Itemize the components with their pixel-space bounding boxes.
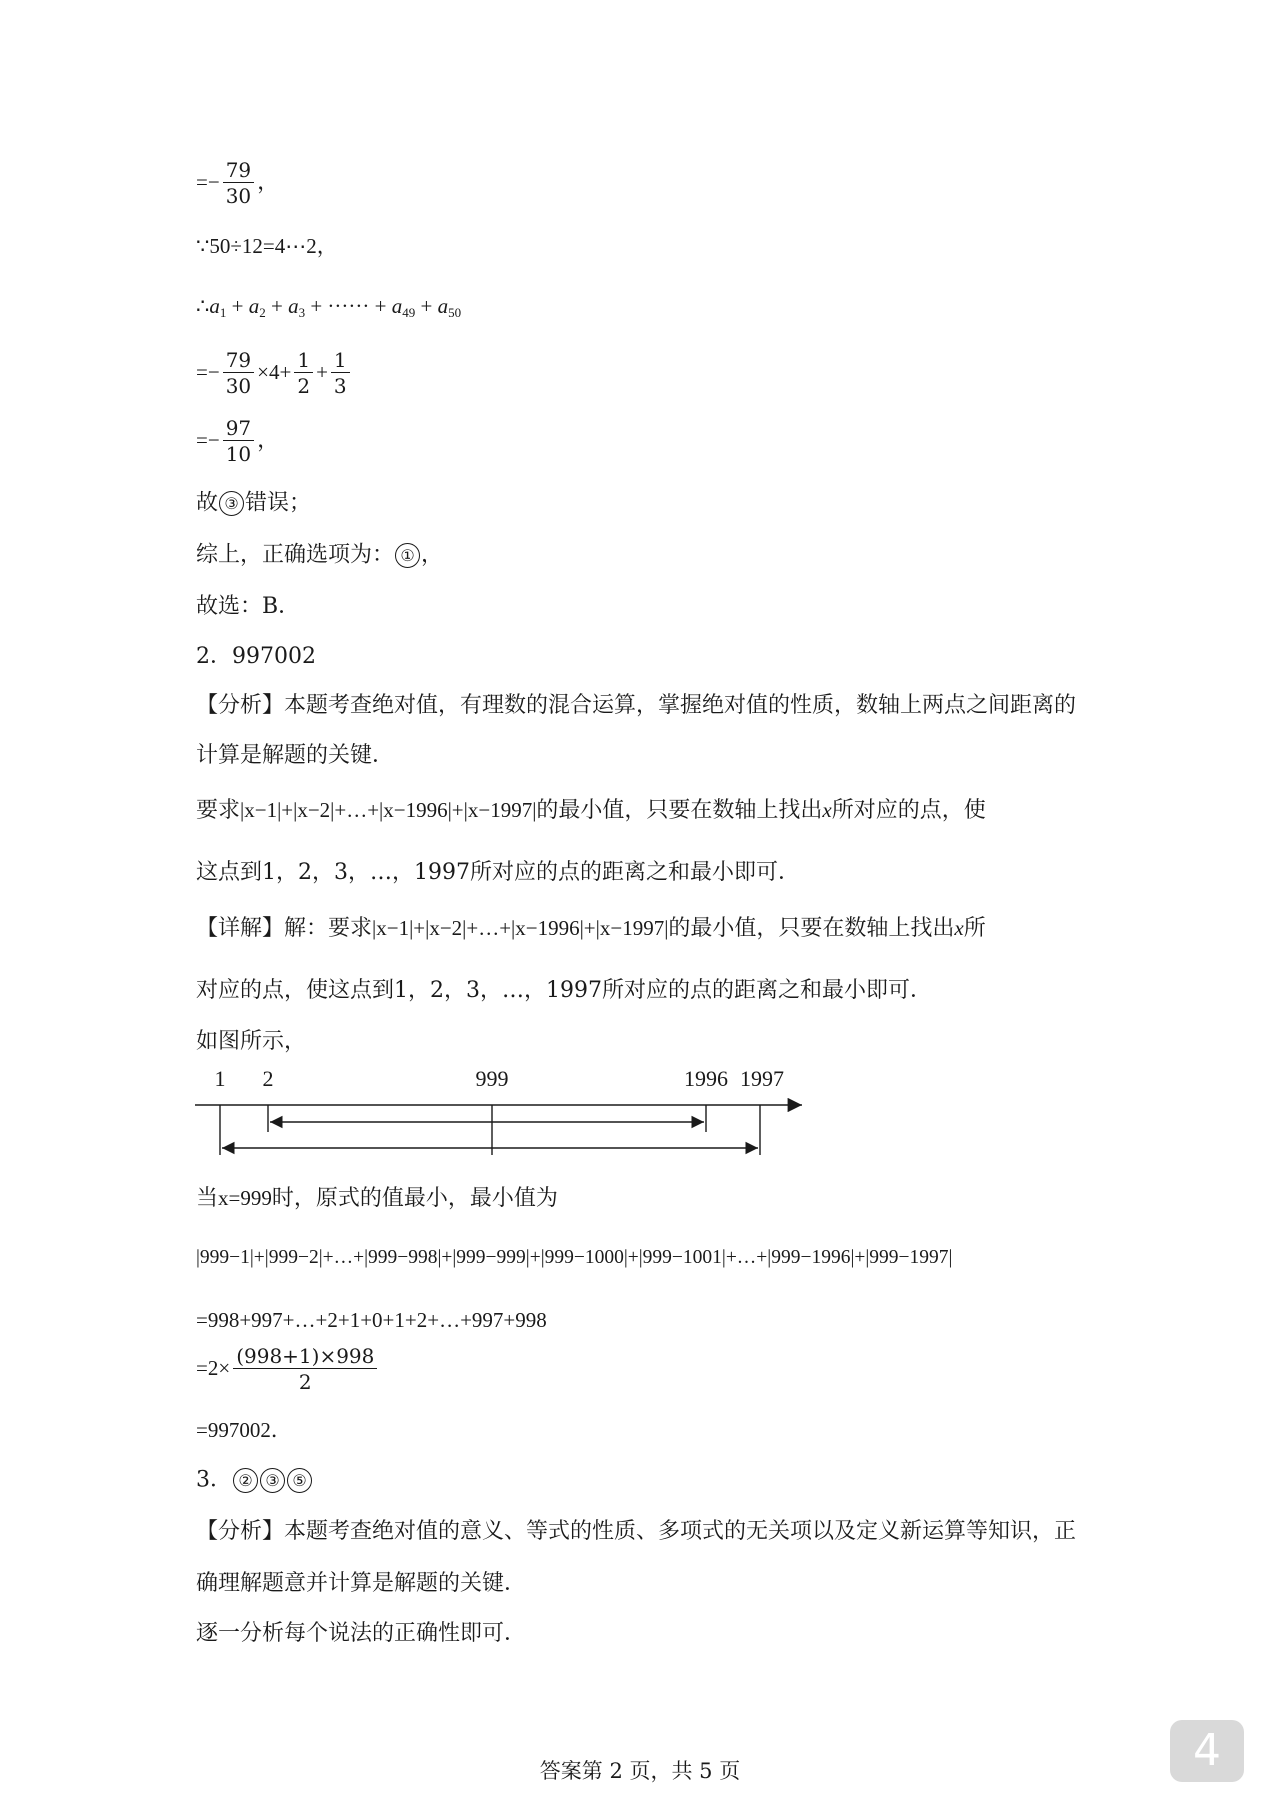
tick-label-1997: 1997 bbox=[740, 1070, 784, 1091]
fraction: $\frac{79}{30}$ bbox=[223, 350, 254, 396]
tick-label-999: 999 bbox=[475, 1070, 509, 1091]
final-result: =997002． bbox=[196, 1418, 292, 1442]
sum-line: $\therefore a_1 + a_2 + a_3$ + ······ + $a_{49} + a_{50}$ bbox=[196, 294, 462, 320]
requirement-line-2: 这点到1，2，3，…，1997所对应的点的距离之和最小即可． bbox=[196, 860, 800, 885]
abs-sum-line: |999−1|+|999−2|+…+|999−998|+|999−999|+|999−1000|+|999−1001|+…+|999−1996|+|999−1997| bbox=[196, 1247, 953, 1268]
tick-label-2: 2 bbox=[262, 1070, 274, 1091]
expr-line: =− $\frac{79}{30}$ ×4+ $\frac{1}{2}$ + $\frac{1}{3}$ bbox=[196, 350, 353, 396]
analysis-q2-cont: 计算是解题的关键． bbox=[196, 743, 395, 768]
sum-equation: =998+997+…+2+1+0+1+2+…+997+998 bbox=[196, 1308, 547, 1332]
page-number-badge: 4 bbox=[1170, 1720, 1244, 1782]
analysis-q3-end: 逐一分析每个说法的正确性即可． bbox=[196, 1621, 527, 1646]
as-shown: 如图所示， bbox=[196, 1029, 307, 1054]
analysis-q2: 【分析】本题考查绝对值，有理数的混合运算，掌握绝对值的性质，数轴上两点之间距离的 bbox=[196, 693, 1077, 718]
fraction: $\frac{1}{2}$ bbox=[294, 350, 313, 396]
fraction-equation: =2× $\frac{(998+1)\times 998}{2}$ bbox=[196, 1346, 380, 1392]
because-line: ∵50÷12=4⋯2， bbox=[196, 234, 338, 258]
analysis-q3: 【分析】本题考查绝对值的意义、等式的性质、多项式的无关项以及定义新运算等知识，正 bbox=[196, 1519, 1077, 1544]
wrong-line: 故 ③ 错误； bbox=[196, 490, 312, 516]
equation-line: =− $\frac{97}{10}$ ， bbox=[196, 416, 280, 466]
summary-line: 综上，正确选项为： ① ， bbox=[196, 542, 444, 568]
tick-label-1996: 1996 bbox=[684, 1070, 728, 1091]
detail-line: 【详解】解：要求|x−1|+|x−2|+…+|x−1996|+|x−1997|的最小值，只要在数轴上找出x所 bbox=[196, 916, 986, 941]
equation-line: =− $\frac{79}{30}$ ， bbox=[196, 158, 280, 208]
tick-label-1: 1 bbox=[214, 1070, 226, 1091]
number-line-diagram bbox=[190, 1070, 810, 1170]
requirement-line: 要求|x−1|+|x−2|+…+|x−1996|+|x−1997|的最小值，只要在数轴上找出x所对应的点，使 bbox=[196, 798, 986, 823]
fraction: $\frac{97}{10}$ bbox=[223, 418, 254, 464]
answer-q3: 3． ② ③ ⑤ bbox=[196, 1468, 313, 1493]
when-line: 当x=999时，原式的值最小，最小值为 bbox=[196, 1186, 558, 1211]
analysis-q3-cont: 确理解题意并计算是解题的关键． bbox=[196, 1571, 527, 1596]
detail-line-2: 对应的点，使这点到1，2，3，…，1997所对应的点的距离之和最小即可． bbox=[196, 978, 932, 1003]
page-footer: 答案第 2 页，共 5 页 bbox=[539, 1759, 741, 1783]
fraction: $\frac{79}{30}$ bbox=[223, 160, 254, 206]
fraction: $\frac{1}{3}$ bbox=[331, 350, 350, 396]
choice-line: 故选：B． bbox=[196, 594, 301, 619]
fraction: $\frac{(998+1)\times 998}{2}$ bbox=[233, 1346, 377, 1392]
answer-q2: 2．997002 bbox=[196, 644, 316, 669]
